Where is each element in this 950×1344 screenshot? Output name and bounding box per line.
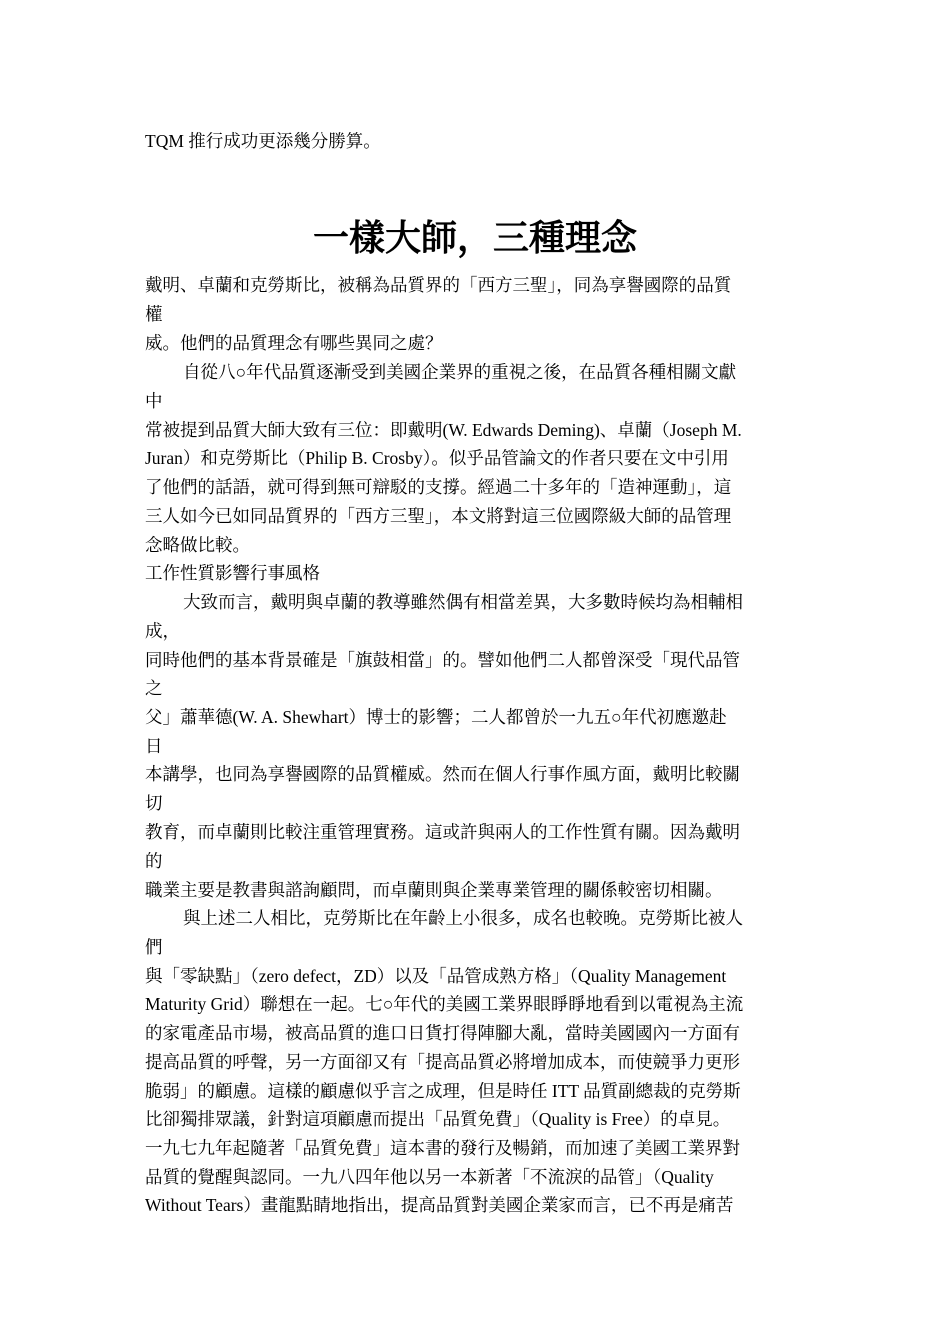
text-line: 權: [145, 304, 163, 324]
subheading: 工作性質影響行事風格: [145, 563, 320, 583]
text-line: 三人如今已如同品質界的「西方三聖」，本文將對這三位國際級大師的品管理: [145, 506, 732, 526]
text-line: 脆弱」的顧慮。這樣的顧慮似乎言之成理，但是時任 ITT 品質副總裁的克勞斯: [145, 1081, 741, 1101]
text-line: 成，: [145, 621, 180, 641]
text-line: 中: [145, 391, 163, 411]
text-line: 常被提到品質大師大致有三位：即戴明(W. Edwards Deming)、卓蘭（Joseph M.: [145, 420, 742, 440]
text-line: 戴明、卓蘭和克勞斯比，被稱為品質界的「西方三聖」，同為享譽國際的品質: [145, 275, 732, 295]
text-line: 念略做比較。: [145, 535, 250, 555]
text-line: 比卻獨排眾議，針對這項顧慮而提出「品質免費」（Quality is Free）的卓見。: [145, 1109, 731, 1129]
text-line: 的: [145, 851, 163, 871]
intro-line: TQM 推行成功更添幾分勝算。: [145, 131, 381, 151]
text-line: Maturity Grid）聯想在一起。七○年代的美國工業界眼睜睜地看到以電視為主流: [145, 994, 744, 1014]
text-line: 之: [145, 678, 163, 698]
text-line: 一九七九年起隨著「品質免費」這本書的發行及暢銷，而加速了美國工業界對: [145, 1138, 740, 1158]
text-line: Juran）和克勞斯比（Philip B. Crosby）。似乎品管論文的作者只要在文中引用: [145, 448, 729, 468]
text-line: 了他們的話語，就可得到無可辯駁的支撐。經過二十多年的「造神運動」，這: [145, 477, 732, 497]
section-title: 一樣大師，三種理念: [312, 218, 637, 259]
text-line: 父」蕭華德(W. A. Shewhart）博士的影響；二人都曾於一九五○年代初應邀赴: [145, 707, 727, 727]
text-line: 與上述二人相比，克勞斯比在年齡上小很多，成名也較晚。克勞斯比被人: [183, 908, 743, 928]
text-line: 威。他們的品質理念有哪些異同之處？: [145, 333, 443, 353]
text-line: 教育，而卓蘭則比較注重管理實務。這或許與兩人的工作性質有關。因為戴明: [145, 822, 740, 842]
text-line: 大致而言，戴明與卓蘭的教導雖然偶有相當差異，大多數時候均為相輔相: [183, 592, 743, 612]
text-line: 們: [145, 937, 163, 957]
text-line: 切: [145, 793, 163, 813]
text-line: 本講學，也同為享譽國際的品質權威。然而在個人行事作風方面，戴明比較關: [145, 764, 740, 784]
text-line: 品質的覺醒與認同。一九八四年他以另一本新著「不流淚的品管」（Quality: [145, 1167, 714, 1187]
text-line: Without Tears）畫龍點睛地指出，提高品質對美國企業家而言，已不再是痛苦: [145, 1195, 734, 1215]
text-line: 與「零缺點」（zero defect，ZD）以及「品管成熟方格」（Quality Management: [145, 966, 727, 986]
text-line: 提高品質的呼聲，另一方面卻又有「提高品質必將增加成本，而使競爭力更形: [145, 1052, 740, 1072]
text-line: 的家電產品市場，被高品質的進口日貨打得陣腳大亂，當時美國國內一方面有: [145, 1023, 740, 1043]
text-line: 同時他們的基本背景確是「旗鼓相當」的。譬如他們二人都曾深受「現代品管: [145, 650, 740, 670]
text-line: 日: [145, 736, 163, 756]
text-line: 職業主要是教書與諮詢顧問，而卓蘭則與企業專業管理的關係較密切相關。: [145, 880, 723, 900]
text-line: 自從八○年代品質逐漸受到美國企業界的重視之後，在品質各種相關文獻: [183, 362, 737, 382]
